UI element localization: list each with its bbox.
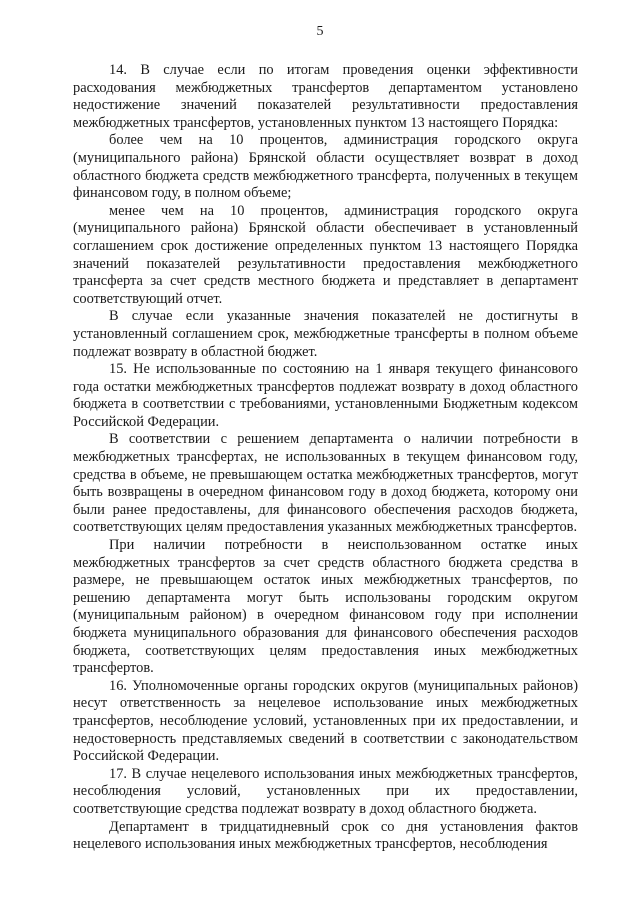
paragraph-14-not-achieved: В случае если указанные значения показателей не достигнуты в установленный соглашением срок, межбюджетные трансферты в полном объеме подлежат возврату в областной бюджет. xyxy=(73,308,578,360)
paragraph-14-over-10-percent: более чем на 10 процентов, администрация городского округа (муниципального района) Брянской области осуществляет возврат в доход областного бюджета средств межбюджетного трансферта, полученных в текущем финансовом году, в полном объеме; xyxy=(73,132,578,202)
paragraph-17-department-term: Департамент в тридцатидневный срок со дня установления фактов нецелевого использования иных межбюджетных трансфертов, несоблюдения xyxy=(73,818,578,853)
document-body xyxy=(73,62,578,854)
paragraph-16: 16. Уполномоченные органы городских округов (муниципальных районов) несут ответственность за нецелевое использование иных межбюджетных трансфертов, несоблюдение условий, установленных при их предоставлении, и недостоверность представляемых сведений в соответствии с законодательством Российской Федерации. xyxy=(73,677,578,765)
paragraph-17: 17. В случае нецелевого использования иных межбюджетных трансфертов, несоблюдения условий, установленных при их предоставлении, соответствующие средства подлежат возврату в доход областного бюджета. xyxy=(73,765,578,817)
paragraph-14-under-10-percent: менее чем на 10 процентов, администрация городского округа (муниципального района) Брянской области обеспечивает в установленный соглашением срок достижение определенных пунктом 13 настоящего Порядка значений показателей результативности предоставления межбюджетного трансферта за счет средств местного бюджета и представляет в департамент соответствующий отчет. xyxy=(73,202,578,307)
paragraph-15-department-decision: В соответствии с решением департамента о наличии потребности в межбюджетных трансфертах, не использованных в текущем финансовом году, средства в объеме, не превышающем остатка межбюджетных трансфертов, могут быть возвращены в очередном финансовом году в доход бюджета, которому они были ранее предоставлены, для финансового обеспечения расходов бюджета, соответствующих целям предоставления указанных межбюджетных трансфертов. xyxy=(73,431,578,536)
paragraph-14: 14. В случае если по итогам проведения оценки эффективности расходования межбюджетных трансфертов департаментом установлено недостижение значений показателей результативности предоставления межбюджетных трансфертов, установленных пунктом 13 настоящего Порядка: xyxy=(73,62,578,131)
paragraph-15: 15. Не использованные по состоянию на 1 января текущего финансового года остатки межбюджетных трансфертов подлежат возврату в доход областного бюджета в соответствии с требованиями, установленными Бюджетным кодексом Российской Федерации. xyxy=(73,361,578,430)
page-number: 5 xyxy=(316,24,324,39)
paragraph-15-unused-balance: При наличии потребности в неиспользованном остатке иных межбюджетных трансфертов за счет средств областного бюджета средства в размере, не превышающем остаток иных межбюджетных трансфертов, по решению департамента могут быть использованы городским округом (муниципальным районом) в очередном финансовом году при исполнении бюджета муниципального образования для финансового обеспечения расходов бюджета, соответствующих целям предоставления иных межбюджетных трансфертов. xyxy=(73,537,578,677)
